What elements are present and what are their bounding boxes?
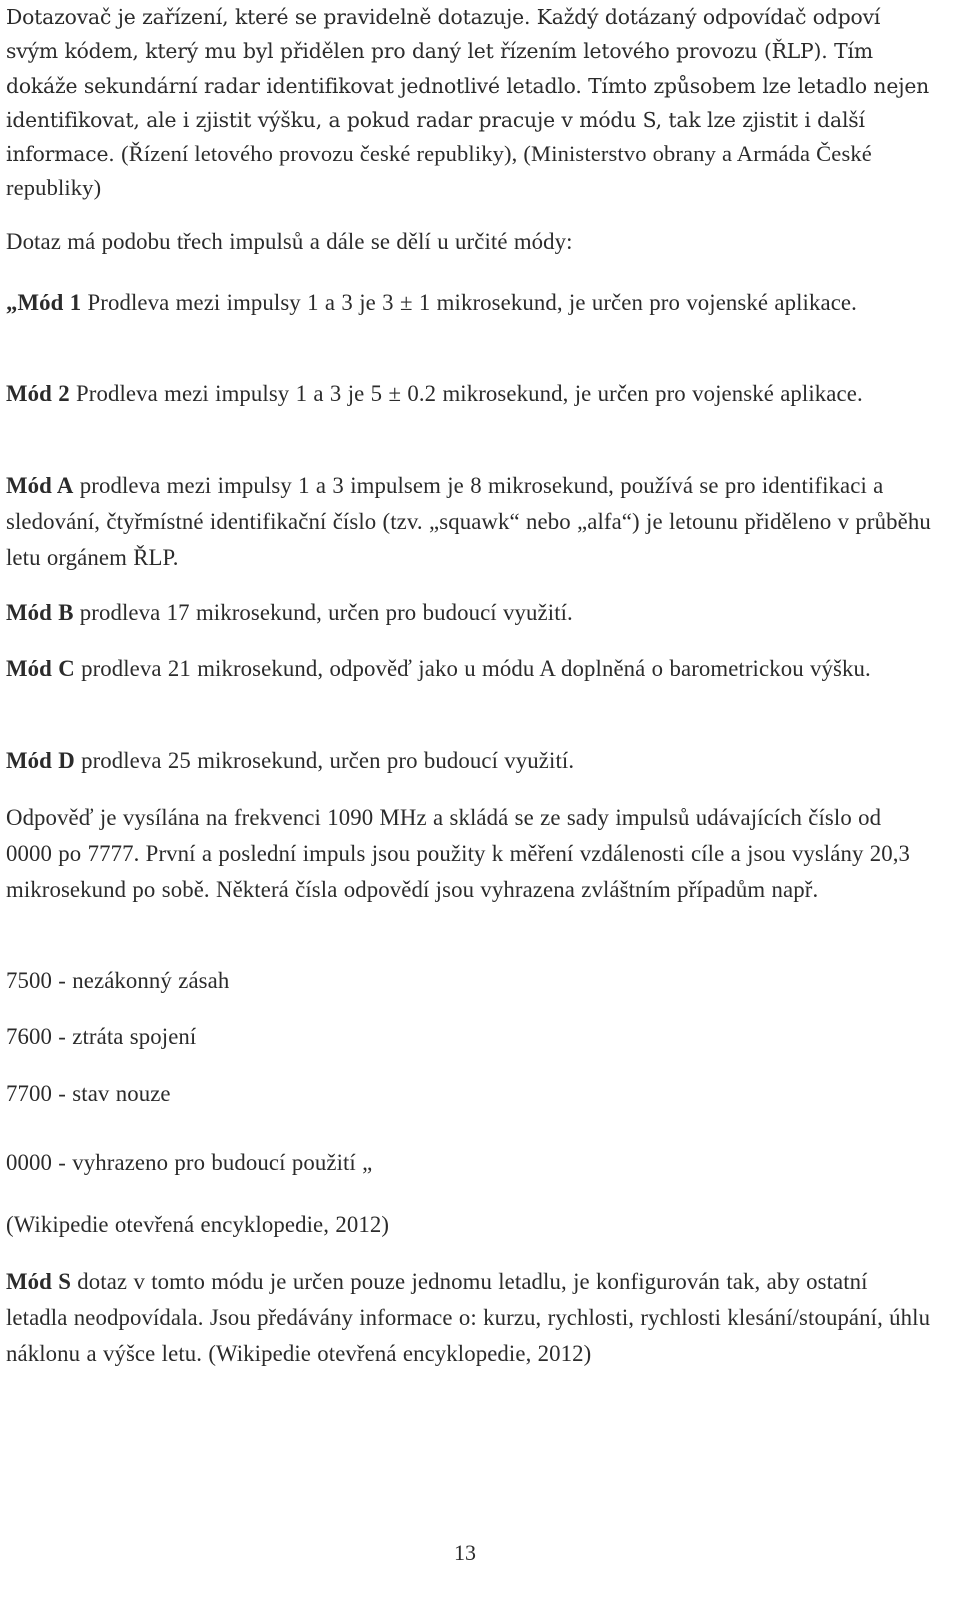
wiki-citation: (Wikipedie otevřená encyklopedie, 2012) (6, 1212, 390, 1237)
code-7600: 7600 - ztráta spojení (6, 1024, 197, 1049)
mode-1-label: „Mód 1 (6, 290, 82, 315)
mode-2-label: Mód 2 (6, 381, 70, 406)
mode-c-label: Mód C (6, 656, 75, 681)
page-number: 13 (454, 1540, 476, 1565)
intro-paragraph (6, 0, 931, 206)
intro-text: Dotazovač je zařízení, které se pravidelně dotazuje. Každý dotázaný odpovídač odpoví svým kódem, který mu byl přidělen pro daný let řízením letového provozu (ŘLP). Tím dokáže sekundární radar identifikovat jednotlivé letadlo. Tímto způsobem lze letadlo nejen identifikovat, ale i zjistit výšku, a pokud radar pracuje v módu S, tak lze zjistit i další informace. (6, 5, 930, 167)
mode-b-paragraph (6, 595, 931, 631)
code-7500: 7500 - nezákonný zásah (6, 968, 230, 993)
intro-citation: (Řízení letového provozu české republiky), (Ministerstvo obrany a Armáda České republiky) (6, 141, 872, 201)
mode-b-text: prodleva 17 mikrosekund, určen pro budoucí využití. (73, 600, 573, 625)
mode-d-label: Mód D (6, 748, 75, 773)
mode-s-label: Mód S (6, 1269, 71, 1294)
mode-b-label: Mód B (6, 600, 74, 625)
mode-s-text: dotaz v tomto módu je určen pouze jednomu letadlu, je konfigurován tak, aby ostatní letadla neodpovídala. Jsou předávány informace o: kurzu, rychlosti, rychlosti klesání/stoupání, úhlu náklonu a výšce letu. (Wikipedie otevřená encyklopedie, 2012) (6, 1269, 931, 1366)
mode-d-paragraph (6, 743, 931, 779)
mode-a-label: Mód A (6, 473, 74, 498)
response-paragraph: Odpověď je vysílána na frekvenci 1090 MHz a skládá se ze sady impulsů udávajících číslo od 0000 po 7777. První a poslední impuls jsou použity k měření vzdálenosti cíle a jsou vyslány 20,3 mikrosekund po sobě. Některá čísla odpovědí jsou vyhrazena zvláštním případům např. (6, 805, 911, 902)
mode-d-text: prodleva 25 mikrosekund, určen pro budoucí využití. (74, 748, 575, 773)
mode-a-paragraph (6, 468, 931, 576)
mode-c-paragraph (6, 651, 931, 687)
query-intro-paragraph: Dotaz má podobu třech impulsů a dále se dělí u určité módy: (6, 229, 573, 254)
mode-1-text: Prodleva mezi impulsy 1 a 3 je 3 ± 1 mikrosekund, je určen pro vojenské aplikace. (81, 290, 857, 315)
mode-s-paragraph (6, 1264, 931, 1372)
mode-1-paragraph (6, 285, 931, 321)
mode-2-text: Prodleva mezi impulsy 1 a 3 je 5 ± 0.2 mikrosekund, je určen pro vojenské aplikace. (69, 381, 863, 406)
mode-c-text: prodleva 21 mikrosekund, odpověď jako u módu A doplněná o barometrickou výšku. (74, 656, 871, 681)
mode-2-paragraph (6, 376, 931, 412)
code-7700: 7700 - stav nouze (6, 1081, 171, 1106)
mode-a-text: prodleva mezi impulsy 1 a 3 impulsem je 8 mikrosekund, používá se pro identifikaci a sledování, čtyřmístné identifikační číslo (tzv. „squawk“ nebo „alfa“) je letounu přiděleno v průběhu letu orgánem ŘLP. (6, 473, 931, 570)
code-0000: 0000 - vyhrazeno pro budoucí použití „ (6, 1150, 373, 1175)
